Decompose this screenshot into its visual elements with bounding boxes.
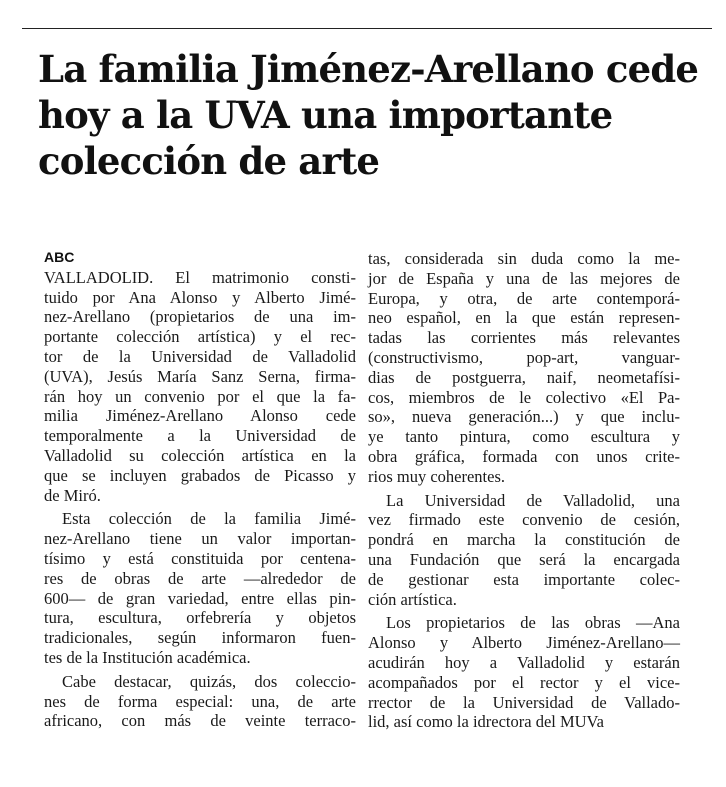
text-line: neo español, en la que están represen- [368,308,680,328]
text-line: acompañados por el rector y el vice- [368,672,680,692]
top-rule [22,28,712,29]
text-line: tadas las corrientes más relevantes [368,328,680,348]
text-line: ción artística. [368,589,457,609]
text-line: vez firmado este convenio de cesión, [368,510,680,530]
paragraph [368,613,680,732]
text-line: La Universidad de Valladolid, una [386,490,680,510]
text-line: lid, así como la idrectora del MUVa [368,712,604,732]
article-column-left [44,248,356,731]
text-line: acudirán hoy a Valladolid y estarán [368,652,680,672]
text-line: cos, miembros de le colectivo «El Pa- [368,387,680,407]
paragraph [44,509,356,667]
text-line: tas, considerada sin duda como la me- [368,249,680,268]
text-line: so», nueva generación...) y que inclu- [368,407,680,427]
text-line: africano, con más de veinte terraco- [44,711,356,731]
text-line: Europa, y otra, de arte contemporá- [368,288,680,308]
paragraph [368,491,680,610]
source-byline: ABC [44,249,75,265]
article-column-right [368,249,680,732]
text-line: (UVA), Jesús María Sanz Serna, firma- [44,366,356,386]
text-line: 600— de gran variedad, entre ellas pin- [44,588,356,608]
text-line: jor de España y una de las mejores de [368,268,680,288]
paragraph [44,672,356,731]
text-line: nes de forma especial: una, de arte [44,691,356,711]
text-line: Los propietarios de las obras —Ana [386,613,680,633]
text-line: una Fundación que será la encargada [368,549,680,569]
headline-line: hoy a la UVA una importante [38,93,613,137]
text-line: portante colección artística) y el rec- [44,327,356,347]
text-line: Valladolid su colección artística en la [44,445,356,465]
text-line: obra gráfica, formada con unos crite- [368,446,680,466]
text-line: milia Jiménez-Arellano Alonso cede [44,406,356,426]
text-line: rán hoy un convenio por el que la fa- [44,386,356,406]
text-line: nez-Arellano (propietarios de una im- [44,307,356,327]
text-line: tradicionales, según informaron fuen- [44,628,356,648]
text-line: Alonso y Alberto Jiménez-Arellano— [368,633,680,653]
text-line: de Miró. [44,485,101,505]
headline [38,46,708,184]
text-line: dias de postguerra, naif, neometafísi- [368,367,680,387]
text-line: (constructivismo, pop-art, vanguar- [368,347,680,367]
text-line: nez-Arellano tiene un valor importan- [44,529,356,549]
text-line: rrector de la Universidad de Vallado- [368,692,680,712]
headline-line: colección de arte [38,139,380,183]
paragraph [368,249,680,487]
text-line: tuido por Ana Alonso y Alberto Jimé- [44,287,356,307]
text-line: pondrá en marcha la constitución de [368,530,680,550]
text-line: Esta colección de la familia Jimé- [62,509,356,529]
text-line: ye tanto pintura, como escultura y [368,427,680,447]
text-line: de gestionar esta importante colec- [368,569,680,589]
headline-line: La familia Jiménez-Arellano cede [38,47,699,91]
text-line: tura, escultura, orfebrería y objetos [44,608,356,628]
text-line: tísimo y está constituida por centena- [44,548,356,568]
text-line: res de obras de arte —alrededor de [44,568,356,588]
text-line: tor de la Universidad de Valladolid [44,346,356,366]
text-line: tes de la Institución académica. [44,647,251,667]
text-line: Cabe destacar, quizás, dos coleccio- [62,671,356,691]
text-line: rios muy coherentes. [368,466,506,486]
text-line: VALLADOLID. El matrimonio consti- [44,267,356,287]
text-line: temporalmente a la Universidad de [44,426,356,446]
text-line: que se incluyen grabados de Picasso y [44,465,356,485]
paragraph [44,268,356,506]
